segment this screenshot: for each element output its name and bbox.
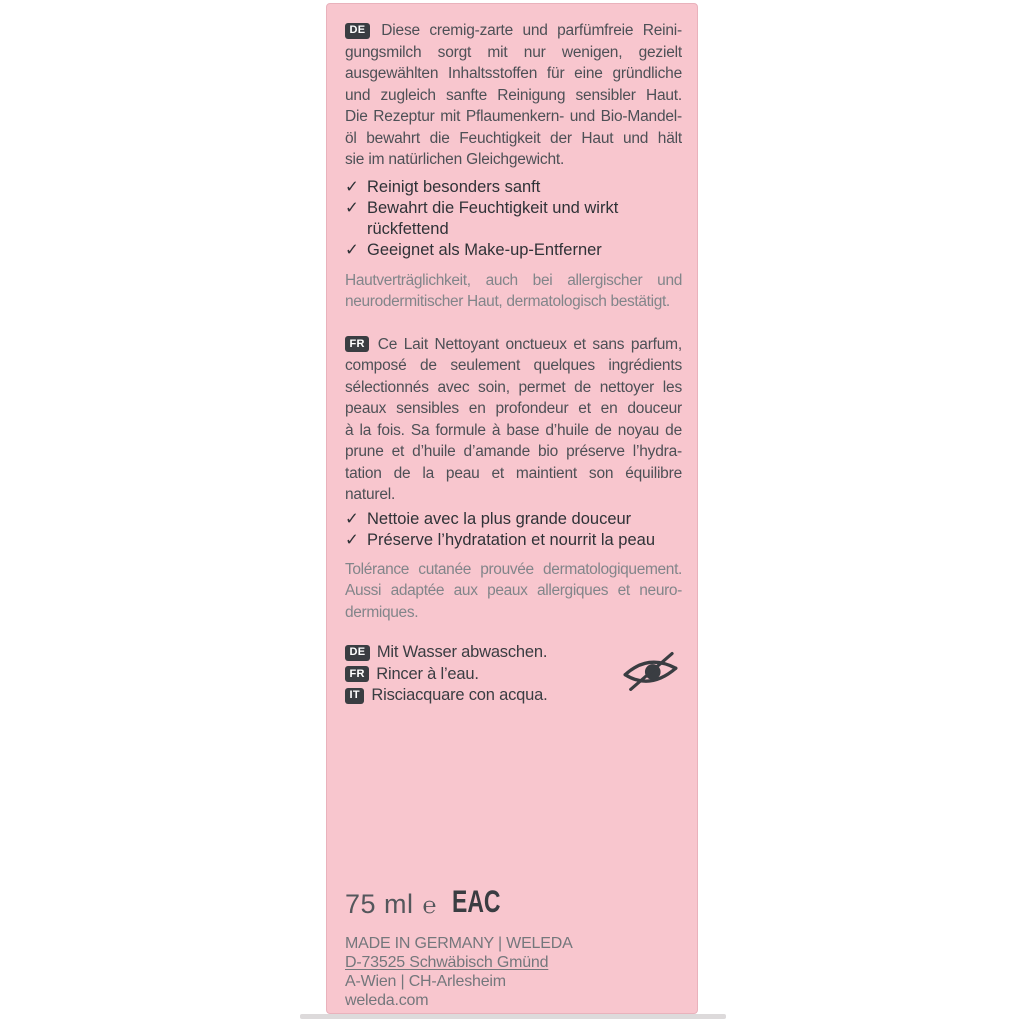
benefit-text: Geeignet als Make-up-Entferner <box>367 240 602 259</box>
paragraph-text: Diese cremig-zarte und parfümfreie Reini- <box>381 22 682 39</box>
net-volume: 75 ml <box>345 888 414 919</box>
avoid-eye-contact-icon <box>622 648 678 694</box>
paragraph-line: und zugleich sanfte Reinigung sensibler Haut. <box>345 86 682 104</box>
rinse-text: Risciacquare con acqua. <box>371 686 548 705</box>
volume-row <box>345 883 682 920</box>
paragraph-line: composé de seulement quelques ingrédients <box>345 357 682 374</box>
benefit-item <box>345 240 682 261</box>
fr-description-paragraph <box>345 334 682 506</box>
de-benefits-list <box>345 177 682 261</box>
benefit-text: Bewahrt die Feuchtigkeit und wirkt <box>367 198 619 217</box>
address-line-other: A-Wien | CH-Arlesheim <box>345 972 506 990</box>
paragraph-line <box>345 334 682 356</box>
box-bottom-shadow <box>300 1014 726 1019</box>
note-line: Hautverträglichkeit, auch bei allergischer und <box>345 271 682 289</box>
paragraph-line: tation de la peau et maintient son équilibre <box>345 464 682 482</box>
paragraph-line: Die Rezeptur mit Pflaumenkern- und Bio-Mandel- <box>345 108 682 125</box>
made-in-line: MADE IN GERMANY | WELEDA <box>345 934 573 952</box>
eac-conformity-mark: EAC <box>452 883 501 919</box>
rinse-text: Mit Wasser abwaschen. <box>376 643 548 662</box>
note-line: Aussi adaptée aux peaux allergiques et neuro- <box>345 582 682 599</box>
paragraph-line <box>345 20 682 42</box>
rinse-text: Rincer à l’eau. <box>376 664 479 683</box>
fr-tolerance-note <box>345 559 682 624</box>
checkmark-icon: ✓ <box>345 509 359 528</box>
paragraph-line: peaux sensibles en profondeur et en douceur <box>345 400 682 417</box>
paragraph-line: prune et d’huile d’amande bio préserve l’hydra- <box>345 443 682 460</box>
paragraph-line: gungsmilch sorgt mit nur wenigen, gezielt <box>345 43 682 61</box>
paragraph-line: öl bewahrt die Feuchtigkeit der Haut und hält <box>345 129 682 147</box>
rinse-instructions <box>345 642 682 707</box>
fr-benefits-list <box>345 509 682 551</box>
paragraph-line: sie im natürlichen Gleichgewicht. <box>345 151 565 168</box>
product-box-back-panel <box>326 3 698 1014</box>
checkmark-icon: ✓ <box>345 240 359 259</box>
checkmark-icon: ✓ <box>345 177 359 196</box>
benefit-item <box>345 509 682 530</box>
manufacturer-footer <box>345 934 682 1010</box>
paragraph-line: à la fois. Sa formule à base d’huile de noyau de <box>345 421 682 439</box>
benefit-item <box>345 198 682 219</box>
language-badge-de: DE <box>345 645 370 661</box>
de-description-paragraph <box>345 20 682 171</box>
paragraph-line: ausgewählten Inhaltsstoffen für eine gründliche <box>345 65 682 82</box>
checkmark-icon: ✓ <box>345 198 359 217</box>
language-badge-fr: FR <box>345 336 369 352</box>
benefit-text: Reinigt besonders sanft <box>367 177 541 196</box>
paragraph-text: Ce Lait Nettoyant onctueux et sans parfum, <box>377 335 682 353</box>
note-line: Tolérance cutanée prouvée dermatologiquement. <box>345 560 682 578</box>
checkmark-icon: ✓ <box>345 530 359 549</box>
paragraph-line: naturel. <box>345 486 396 503</box>
note-line: dermiques. <box>345 603 419 621</box>
benefit-item-continued: rückfettend <box>367 219 449 238</box>
language-badge-it: IT <box>345 688 364 704</box>
website-text: weleda.com <box>345 991 429 1009</box>
benefit-text: Nettoie avec la plus grande douceur <box>367 509 632 528</box>
estimated-sign: ℮ <box>422 891 437 918</box>
benefit-item <box>345 530 682 551</box>
address-line-germany: D-73525 Schwäbisch Gmünd <box>345 953 549 971</box>
language-badge-de: DE <box>345 23 370 39</box>
benefit-item <box>345 177 682 198</box>
paragraph-line: sélectionnés avec soin, permet de nettoyer les <box>345 378 682 396</box>
note-line: neurodermitischer Haut, dermatologisch bestätigt. <box>345 293 670 310</box>
benefit-text: Préserve l’hydratation et nourrit la peau <box>367 530 655 549</box>
de-dermatology-note <box>345 270 682 313</box>
language-badge-fr: FR <box>345 666 369 682</box>
